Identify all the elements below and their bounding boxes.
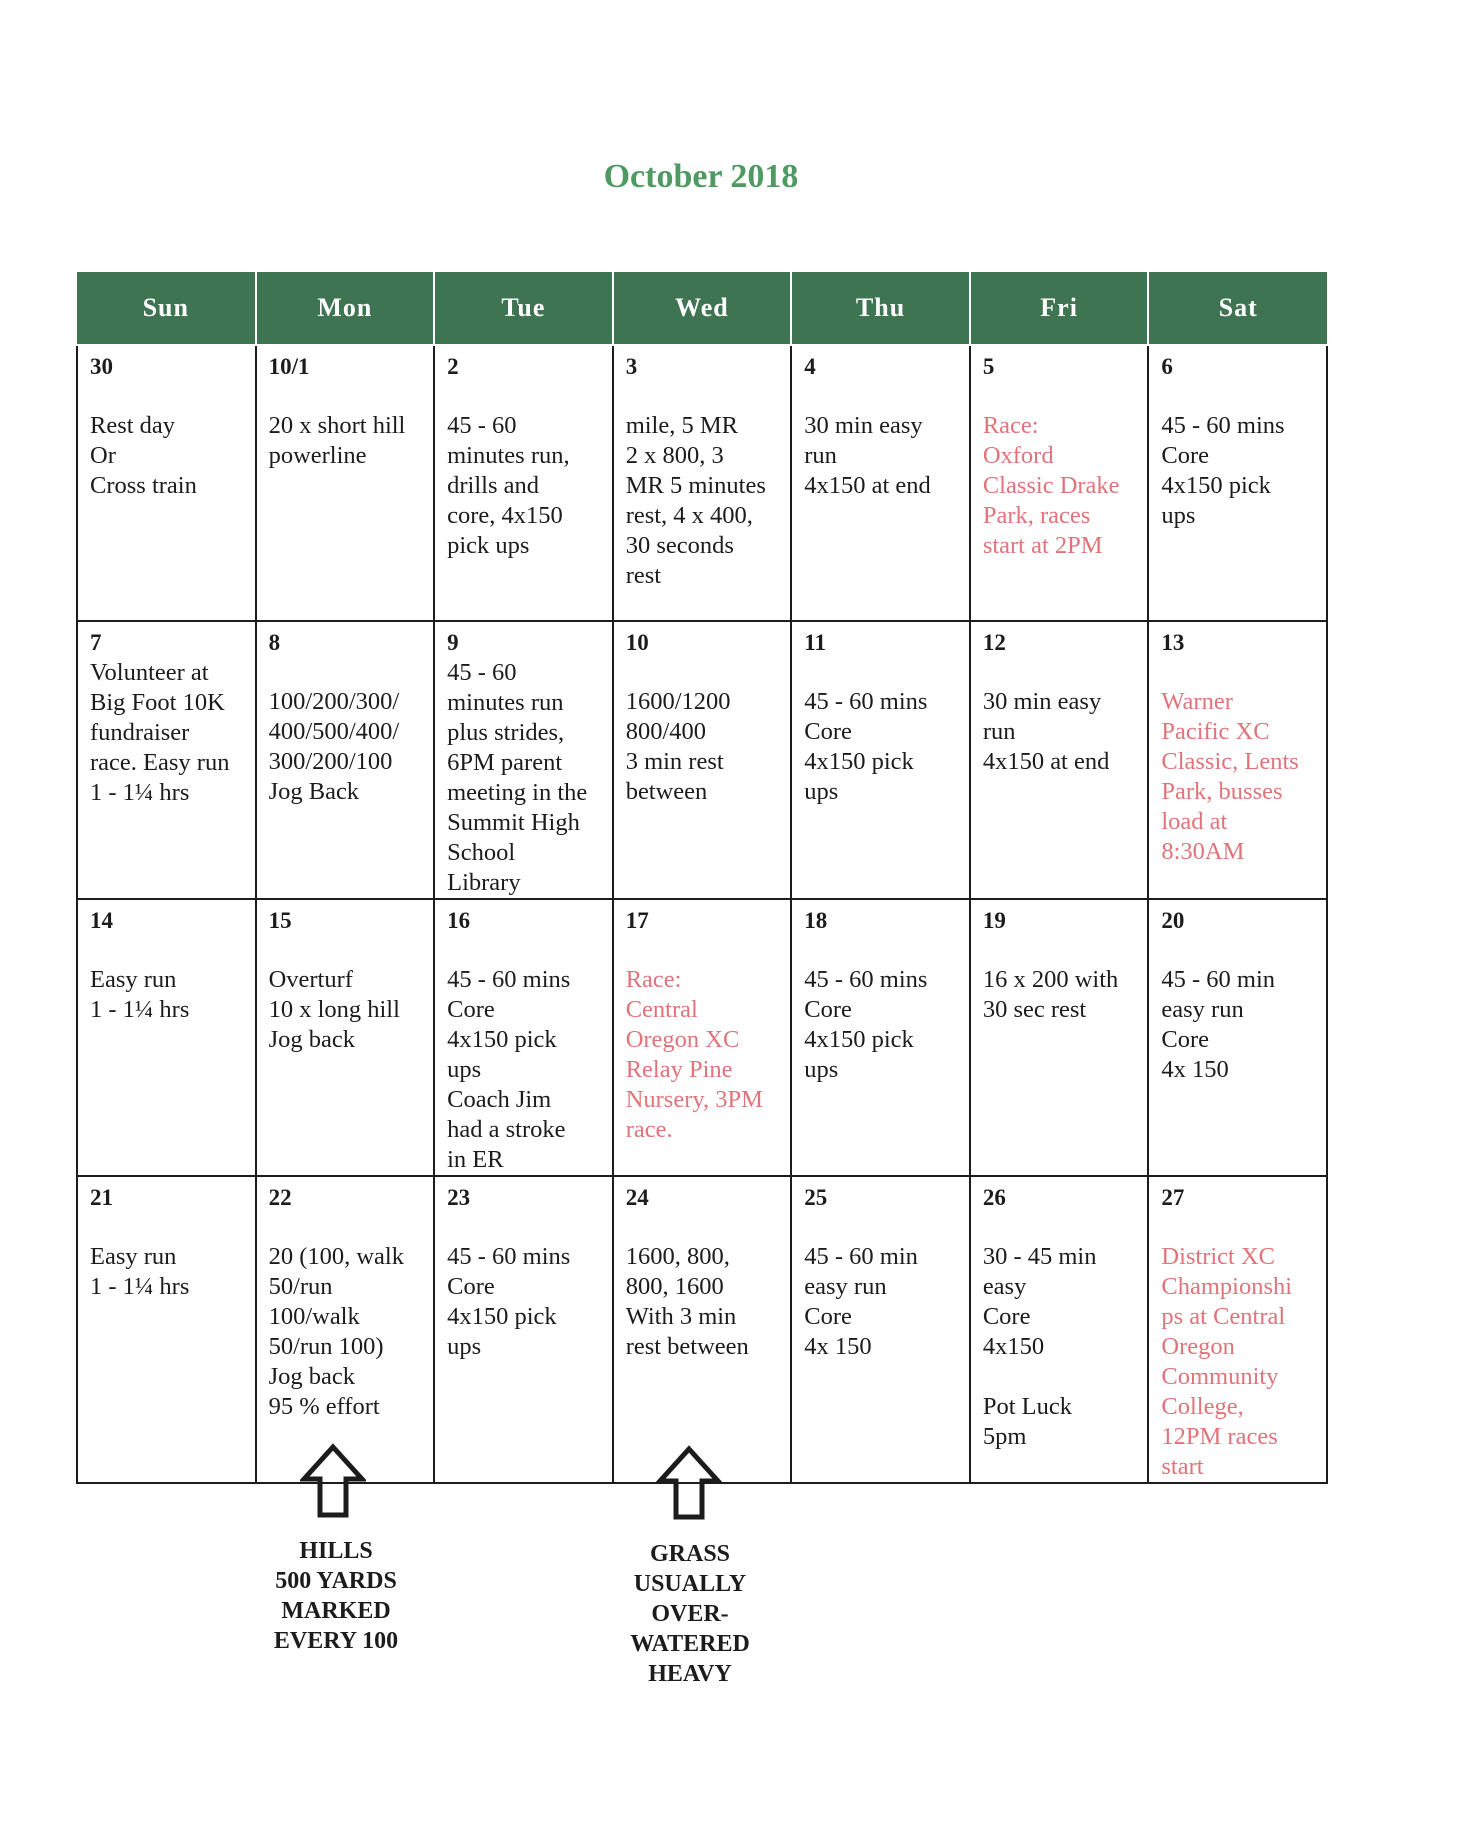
- day-number: 22: [268, 1185, 292, 1210]
- day-number: 12: [982, 630, 1006, 655]
- day-text: 45 - 60 min easy run Core 4x 150: [804, 1243, 918, 1360]
- day-cell: [256, 1176, 435, 1483]
- day-text: 45 - 60 minutes run plus strides, 6PM parent meeting in the Summit High School Library: [447, 659, 588, 896]
- day-text: Volunteer at Big Foot 10K fundraiser race. Easy run 1 - 1¼ hrs: [90, 659, 230, 806]
- weekday-header: Fri: [970, 272, 1149, 345]
- day-text: 1600/1200 800/400 3 min rest between: [625, 688, 731, 805]
- day-text: 45 - 60 min easy run Core 4x 150: [1161, 966, 1276, 1083]
- day-number: 10: [625, 630, 649, 655]
- day-cell: [970, 621, 1149, 899]
- up-arrow-icon: [656, 1445, 722, 1521]
- week-row: [77, 345, 1327, 621]
- day-number: 5: [982, 354, 995, 379]
- day-text: 45 - 60 mins Core 4x150 pick ups: [804, 688, 928, 805]
- day-cell: [434, 345, 613, 621]
- day-cell: [791, 899, 970, 1176]
- day-cell: [77, 621, 256, 899]
- day-cell: [77, 899, 256, 1176]
- week-row: [77, 621, 1327, 899]
- day-number: 7: [90, 630, 102, 655]
- day-cell: [1148, 1176, 1327, 1483]
- day-number: 4: [804, 354, 816, 379]
- day-text: 30 - 45 min easy Core 4x150 Pot Luck 5pm: [982, 1243, 1097, 1450]
- race-text: District XC Championshi ps at Central Oregon Community College, 12PM races start: [1161, 1243, 1293, 1480]
- day-cell: [434, 1176, 613, 1483]
- day-number: 25: [804, 1185, 828, 1210]
- day-text: 1600, 800, 800, 1600 With 3 min rest between: [625, 1243, 749, 1360]
- day-number: 9: [447, 630, 459, 655]
- day-number: 14: [90, 908, 113, 933]
- day-cell: [970, 345, 1149, 621]
- day-cell: [791, 1176, 970, 1483]
- calendar-grid: [76, 272, 1328, 1484]
- weekday-header: Thu: [791, 272, 970, 345]
- day-number: 2: [447, 354, 459, 379]
- day-number: 10/1: [268, 354, 310, 379]
- day-cell: [613, 621, 792, 899]
- day-number: 17: [625, 908, 649, 933]
- day-text: 100/200/300/ 400/500/400/ 300/200/100 Jog Back: [268, 688, 400, 805]
- race-text: Race: Oxford Classic Drake Park, races start at 2PM: [982, 412, 1120, 559]
- race-text: Race: Central Oregon XC Relay Pine Nursery, 3PM race.: [625, 966, 763, 1143]
- day-number: 18: [804, 908, 828, 933]
- day-text: 45 - 60 mins Core 4x150 pick ups: [447, 1243, 571, 1360]
- weekday-header: Mon: [256, 272, 435, 345]
- weekday-header: Tue: [434, 272, 613, 345]
- day-text: 20 x short hill powerline: [268, 412, 406, 469]
- day-text: Easy run 1 - 1¼ hrs: [90, 966, 190, 1023]
- day-cell: [1148, 899, 1327, 1176]
- day-number: 23: [447, 1185, 471, 1210]
- day-cell: [613, 345, 792, 621]
- day-number: 27: [1161, 1185, 1185, 1210]
- day-cell: [77, 1176, 256, 1483]
- day-number: 19: [982, 908, 1006, 933]
- hills-note: HILLS 500 YARDS MARKED EVERY 100: [273, 1538, 399, 1654]
- up-arrow-icon: [300, 1443, 366, 1519]
- day-cell: [613, 899, 792, 1176]
- grass-note: GRASS USUALLY OVER- WATERED HEAVY: [630, 1541, 750, 1687]
- day-text: 30 min easy run 4x150 at end: [982, 688, 1110, 775]
- day-cell: [77, 345, 256, 621]
- weekday-header: Sat: [1148, 272, 1327, 345]
- day-text: Easy run 1 - 1¼ hrs: [90, 1243, 190, 1300]
- day-cell: [1148, 621, 1327, 899]
- day-text: Overturf 10 x long hill Jog back: [268, 966, 400, 1053]
- day-text: 45 - 60 minutes run, drills and core, 4x150 pick ups: [447, 412, 570, 559]
- day-number: 6: [1161, 354, 1173, 379]
- day-number: 24: [625, 1185, 649, 1210]
- day-number: 11: [804, 630, 826, 655]
- day-text: 45 - 60 mins Core 4x150 pick ups Coach Jim had a stroke in ER: [447, 966, 571, 1173]
- weekday-header: Wed: [613, 272, 792, 345]
- day-text: Rest day Or Cross train: [90, 412, 197, 499]
- day-text: mile, 5 MR 2 x 800, 3 MR 5 minutes rest, 4 x 400, 30 seconds rest: [625, 412, 766, 589]
- day-number: 8: [268, 630, 281, 655]
- week-row: [77, 899, 1327, 1176]
- day-cell: [256, 899, 435, 1176]
- day-text: 30 min easy run 4x150 at end: [804, 412, 931, 499]
- day-cell: [256, 345, 435, 621]
- day-number: 16: [447, 908, 471, 933]
- day-number: 3: [625, 354, 638, 379]
- day-cell: [791, 345, 970, 621]
- day-number: 13: [1161, 630, 1185, 655]
- day-text: 45 - 60 mins Core 4x150 pick ups: [804, 966, 928, 1083]
- day-number: 21: [90, 1185, 113, 1210]
- weekday-header: Sun: [77, 272, 256, 345]
- day-cell: [613, 1176, 792, 1483]
- day-cell: [434, 899, 613, 1176]
- day-cell: [791, 621, 970, 899]
- calendar-title: October 2018: [603, 158, 799, 195]
- week-row: [77, 1176, 1327, 1483]
- day-number: 15: [268, 908, 292, 933]
- day-number: 30: [90, 354, 113, 379]
- day-cell: [434, 621, 613, 899]
- day-text: 20 (100, walk 50/run 100/walk 50/run 100) Jog back 95 % effort: [268, 1243, 404, 1420]
- day-text: 16 x 200 with 30 sec rest: [982, 966, 1119, 1023]
- day-cell: [1148, 345, 1327, 621]
- day-text: 45 - 60 mins Core 4x150 pick ups: [1161, 412, 1285, 529]
- day-cell: [970, 1176, 1149, 1483]
- day-cell: [256, 621, 435, 899]
- weekday-header-row: [77, 272, 1327, 345]
- day-number: 26: [982, 1185, 1006, 1210]
- day-cell: [970, 899, 1149, 1176]
- race-text: Warner Pacific XC Classic, Lents Park, busses load at 8:30AM: [1161, 688, 1299, 865]
- day-number: 20: [1161, 908, 1185, 933]
